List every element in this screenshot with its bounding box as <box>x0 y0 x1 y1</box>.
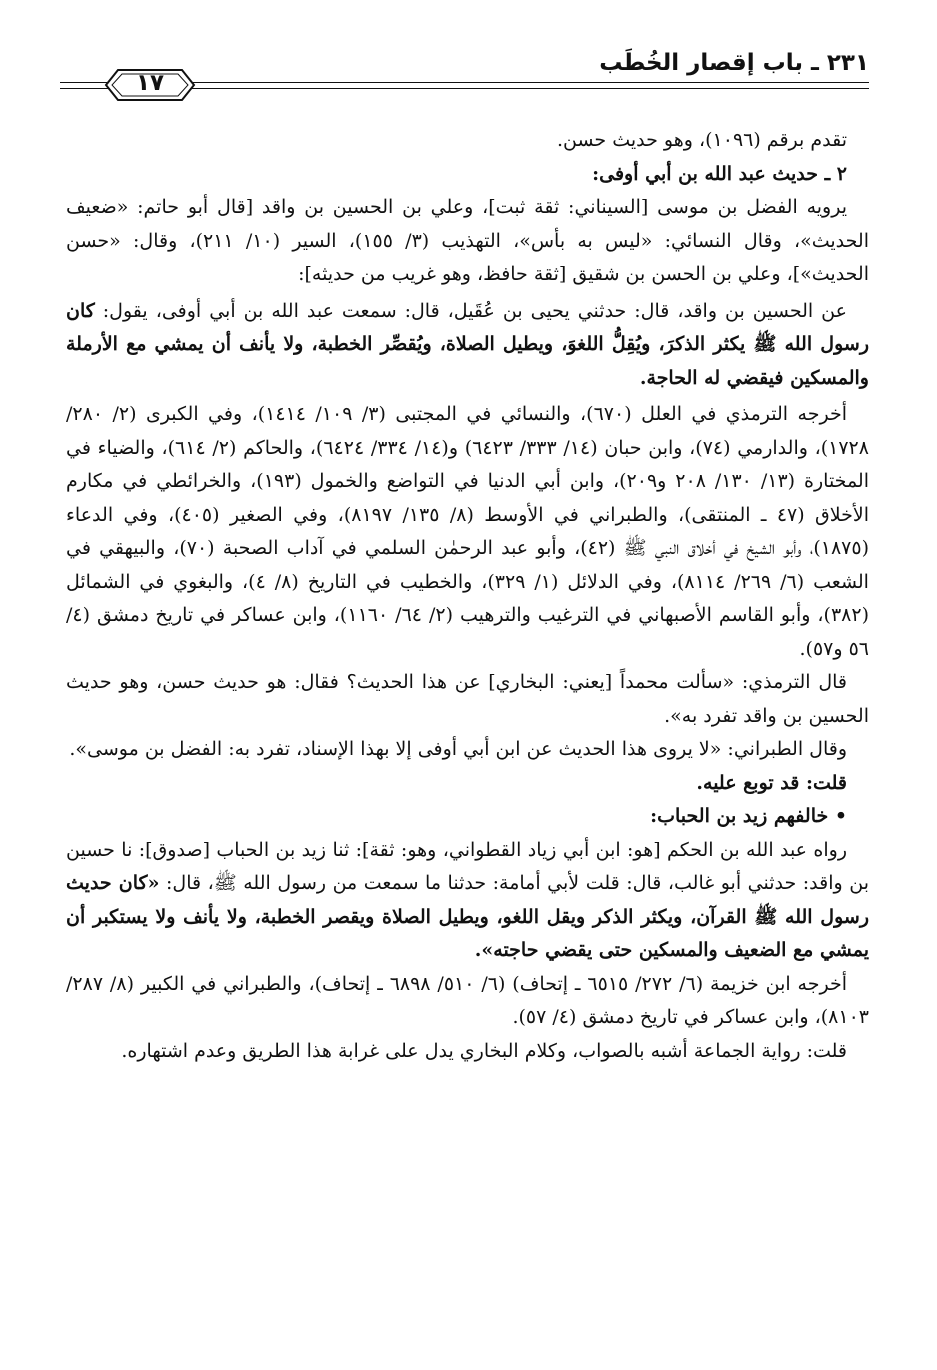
paragraph: عن الحسين بن واقد، قال: حدثني يحيى بن عُقَيل، قال: سمعت عبد الله بن أبي أوفى، يقول: كان رسول الله ﷺ يكثر الذكرَ، ويُقِلُّ اللغوَ، ويطيل الصلاة، ويُقصِّر الخطبة، ولا يأنف أن يمشي مع الأرملة والمسكين فيقضي له الحاجة. <box>66 299 869 389</box>
page-body <box>66 124 869 1068</box>
page-header <box>60 38 869 118</box>
hadith-text: «كان حديث رسول الله ﷺ القرآن، ويكثر الذكر ويقل اللغو، ويطيل الصلاة ويقصر الخطبة، ولا يأنف ولا يستكبر أن يمشي مع الضعيف والمسكين حتى يقضي حاجته». <box>66 872 869 961</box>
paragraph: وقال الطبراني: «لا يروى هذا الحديث عن ابن أبي أوفى إلا بهذا الإسناد، تفرد به: الفضل بن موسى». <box>69 738 847 760</box>
page-number: ١٧ <box>135 70 165 96</box>
paragraph: رواه عبد الله بن الحكم [هو: ابن أبي زياد القطواني، وهو: ثقة]: ثنا زيد بن الحباب [صدوق]: نا حسين بن واقد: حدثني أبو غالب، قال: قلت لأبي أمامة: حدثنا ما سمعت من رسول الله ﷺ، قال: «كان حديث رسول الله ﷺ القرآن، ويكثر الذكر ويقل اللغو، ويطيل الصلاة ويقصر الخطبة، ولا يأنف ولا يستكبر أن يمشي مع الضعيف والمسكين حتى يقضي حاجته». <box>66 838 869 961</box>
paragraph: تقدم برقم (١٠٩٦)، وهو حديث حسن. <box>556 129 847 151</box>
paragraph: يرويه الفضل بن موسى [السيناني: ثقة ثبت]، وعلي بن الحسين بن واقد [قال أبو حاتم: «ضعيف الحديث»، وقال النسائي: «ليس به بأس»، التهذيب (٣/ ١٥٥)، السير (١٠/ ٢١١)، وقال: «حسن الحديث»]، وعلي بن الحسن بن شقيق [ثقة حافظ، وهو غريب من حديثه]: <box>66 196 869 285</box>
paragraph: أخرجه الترمذي في العلل (٦٧٠)، والنسائي في المجتبى (٣/ ١٠٩/ ١٤١٤)، وفي الكبرى (٢/ ٢٨٠/ ١٧٢٨)، والدارمي (٧٤)، وابن حبان (١٤/ ٣٣٣/ ٦٤٢٣) و(١٤/ ٣٣٤/ ٦٤٢٤)، والحاكم (٢/ ٦١٤)، والضياء في المختارة (١٣/ ١٣٠/ ٢٠٨ و٢٠٩)، وابن أبي الدنيا في التواضع والخمول (١٩٣)، والخرائطي في مكارم الأخلاق (٤٧ ـ المنتقى)، والطبراني في الأوسط (٨/ ١٣٥/ ٨١٩٧)، وفي الصغير (٤٠٥)، وفي الدعاء (١٨٧٥)، وأبو الشيخ في أخلاق النبي ﷺ (٤٢)، وأبو عبد الرحمٰن السلمي في آداب الصحبة (٧٠)، والبيهقي في الشعب (٦/ ٢٦٩/ ٨١١٤)، وفي الدلائل (١/ ٣٢٩)، والخطيب في التاريخ (٨/ ٤)، والبغوي في الشمائل (٣٨٢)، وأبو القاسم الأصبهاني في الترغيب والترهيب (٢/ ٦٤/ ١١٦٠)، وابن عساكر في تاريخ دمشق (٤/ ٥٦ و٥٧). <box>66 403 869 660</box>
paragraph: قال الترمذي: «سألت محمداً [يعني: البخاري] عن هذا الحديث؟ فقال: هو حديث حسن، وهو حديث الحسين بن واقد تفرد به». <box>66 671 869 727</box>
paragraph: أخرجه ابن خزيمة (٦/ ٢٧٢/ ٦٥١٥ ـ إتحاف) (٦/ ٥١٠/ ٦٨٩٨ ـ إتحاف)، والطبراني في الكبير (٨/ ٢٨٧/ ٨١٠٣)، وابن عساكر في تاريخ دمشق (٤/ ٥٧). <box>66 972 869 1028</box>
section-heading: ٢ ـ حديث عبد الله بن أبي أوفى: <box>592 162 847 185</box>
header-rule <box>192 88 869 89</box>
hadith-text: كان رسول الله ﷺ يكثر الذكرَ، ويُقِلُّ اللغوَ، ويطيل الصلاة، ويُقصِّر الخطبة، ولا يأنف أن يمشي مع الأرملة والمسكين فيقضي له الحاجة. <box>66 299 869 389</box>
paragraph: قلت: قد توبع عليه. <box>696 771 847 794</box>
header-rule <box>192 82 869 83</box>
header-rule-left <box>60 88 108 89</box>
paragraph: قلت: رواية الجماعة أشبه بالصواب، وكلام البخاري يدل على غرابة هذا الطريق وعدم اشتهاره. <box>121 1039 847 1062</box>
page-number-frame <box>104 67 196 103</box>
header-rule-left <box>60 82 108 83</box>
chapter-title: ٢٣١ ـ باب إقصار الخُطَب <box>599 50 869 76</box>
section-heading: • خالفهم زيد بن الحباب: <box>650 805 847 827</box>
